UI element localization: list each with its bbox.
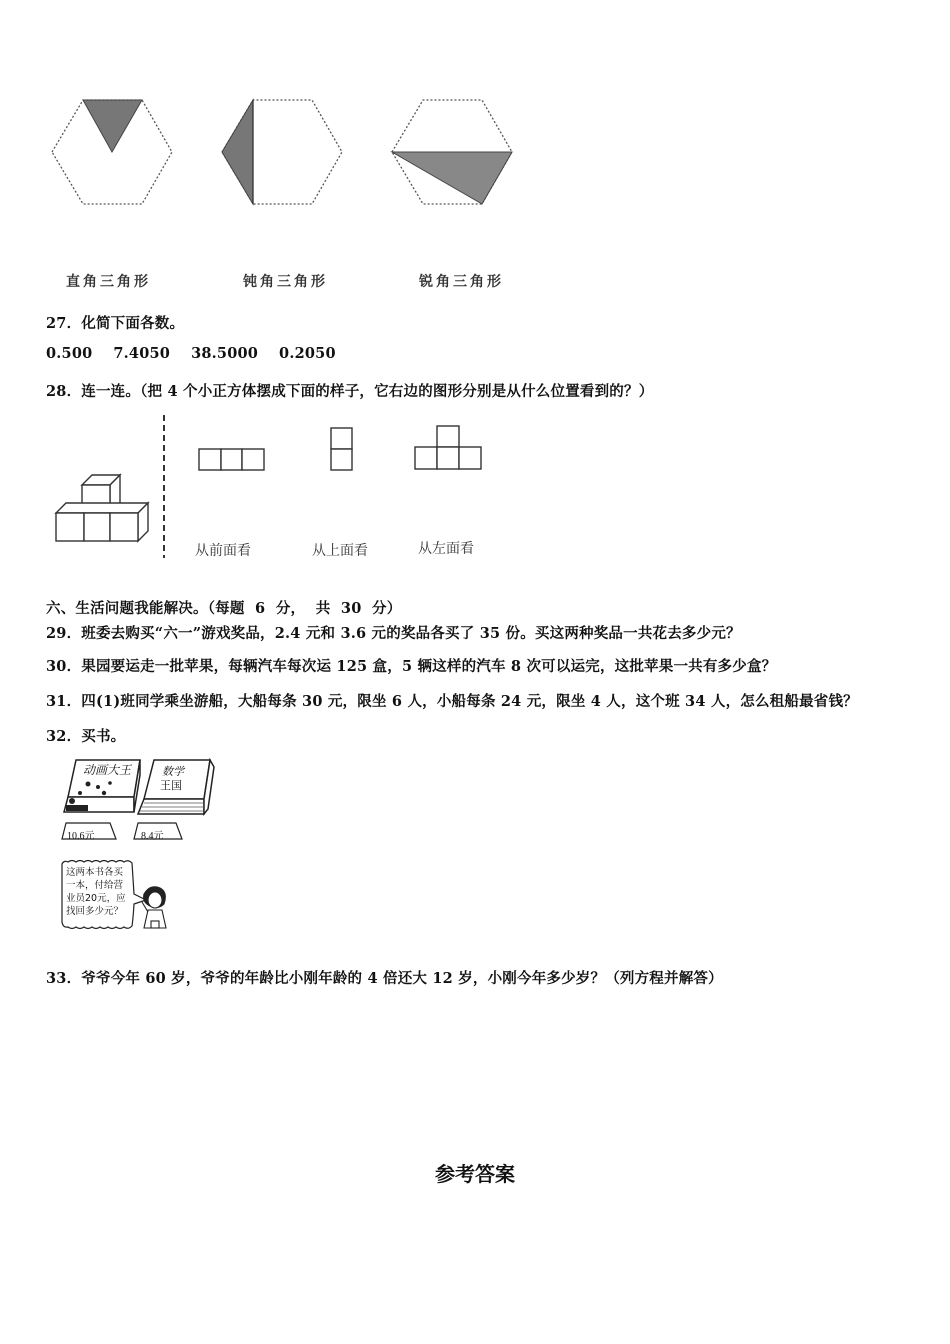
question-32: 32．买书。 [46, 728, 126, 745]
hexagon-2 [222, 100, 342, 204]
book-2-title-line1: 数学 [162, 765, 184, 778]
bubble-line-4: 找回多少元？ [66, 906, 124, 917]
answers-title: 参考答案 [435, 1162, 515, 1186]
girl-icon [142, 887, 166, 928]
section-6-heading: 六、生活问题我能解决。（每题 6 分， 共 30 分） [46, 600, 402, 617]
caption-front-view: 从前面看 [195, 543, 251, 559]
cube-arrangement [56, 475, 148, 541]
view-left-shape [415, 426, 481, 469]
hexagon-1 [52, 100, 172, 204]
question-30: 30．果园要运走一批苹果，每辆汽车每次运 125 盒，5 辆这样的汽车 8 次可以运完，这批苹果一共有多少盒？ [46, 658, 777, 675]
price-book-2: 8.4元 [141, 831, 164, 842]
view-front-shape [199, 449, 264, 470]
caption-left-view: 从左面看 [418, 541, 474, 557]
label-right-triangle: 直角三角形 [66, 274, 151, 290]
book-1-title: 动画大王 [83, 763, 132, 777]
label-obtuse-triangle: 钝角三角形 [243, 274, 328, 290]
hexagon-figures [40, 90, 530, 215]
question-33: 33．爷爷今年 60 岁，爷爷的年龄比小刚年龄的 4 倍还大 12 岁，小刚今年多少岁？（列方程并解答） [46, 970, 723, 987]
caption-top-view: 从上面看 [312, 543, 368, 559]
price-book-1: 10.6元 [67, 831, 95, 842]
view-top-shape [331, 428, 352, 470]
bubble-line-2: 一本，付给营 [66, 880, 124, 891]
question-31: 31．四(1)班同学乘坐游船，大船每条 30 元，限坐 6 人，小船每条 24 元，限坐 4 人，这个班 34 人，怎么租船最省钱？ [46, 693, 858, 710]
hexagon-3 [392, 100, 512, 204]
question-28: 28．连一连。（把 4 个小正方体摆成下面的样子，它右边的图形分别是从什么位置看到的？） [46, 383, 654, 400]
question-29: 29．班委去购买“六一”游戏奖品，2.4 元和 3.6 元的奖品各买了 35 份。买这两种奖品一共花去多少元？ [46, 625, 741, 642]
question-27: 27．化简下面各数。 [46, 315, 185, 332]
label-acute-triangle: 锐角三角形 [419, 274, 504, 290]
bubble-line-1: 这两本书各买 [66, 867, 124, 878]
bubble-line-3: 业员20元，应 [66, 893, 126, 904]
book-2-title-line2: 王国 [160, 779, 182, 792]
question-27-numbers: 0.500 7.4050 38.5000 0.2050 [46, 345, 336, 362]
